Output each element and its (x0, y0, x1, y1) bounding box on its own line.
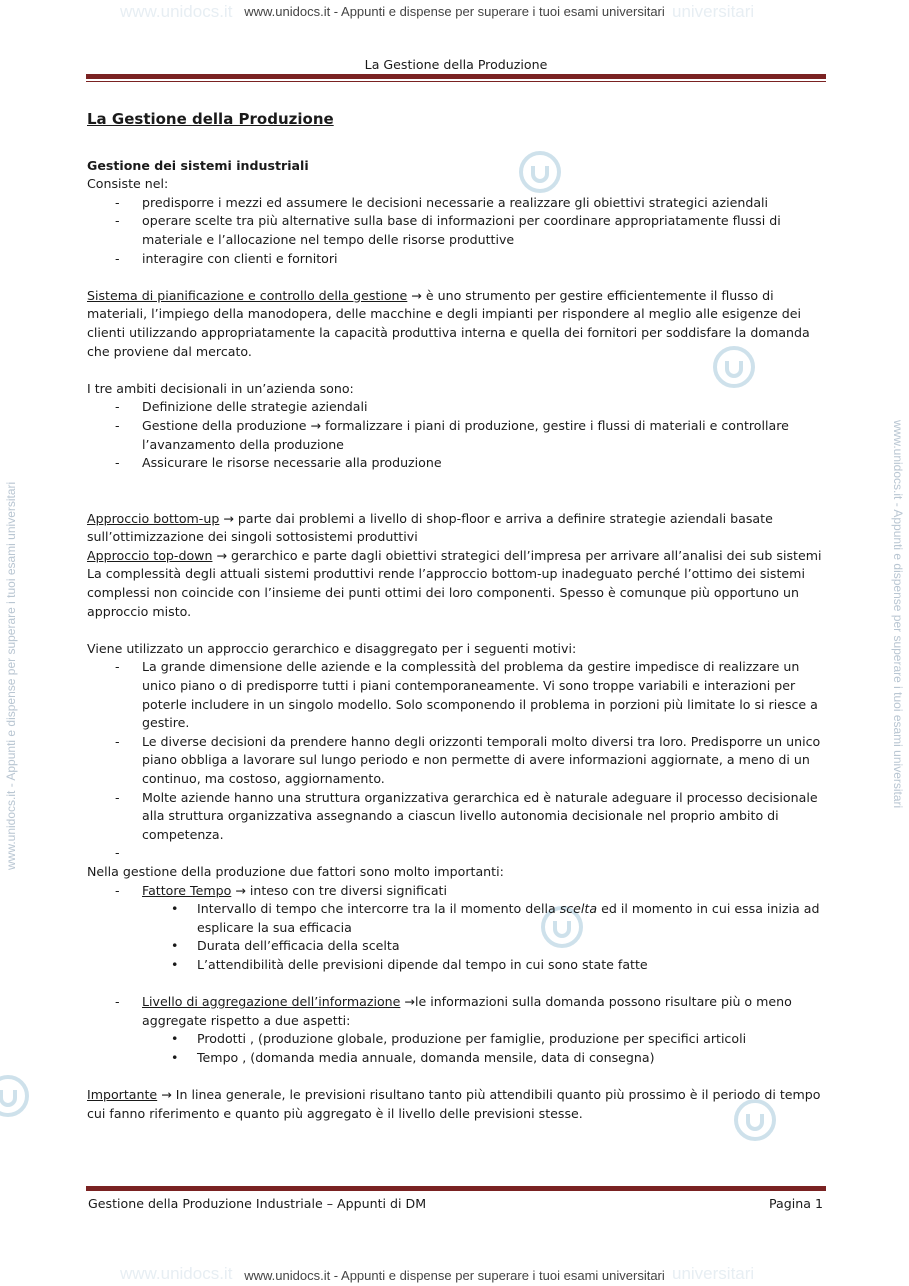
list-item-text: Assicurare le risorse necessarie alla produzione (142, 455, 442, 471)
dash-bullet: - (115, 994, 120, 1010)
arrow-icon: → (157, 1087, 176, 1103)
dash-list (87, 882, 822, 901)
watermark-side-right: www.unidocs.it - Appunti e dispense per superare i tuoi esami universitari (891, 420, 905, 809)
list-item-text: Molte aziende hanno una struttura organizzativa gerarchica ed è naturale adeguare il processo decisionale alla struttura organizzativa assegnando a ciascun livello autonomia decisionale nel proprio ambito di competenza. (142, 789, 818, 842)
watermark-ghost-text: universitari (672, 1264, 755, 1283)
paragraph: Nella gestione della produzione due fattori sono molto importanti: (87, 863, 504, 879)
bullet-dot: • (171, 1049, 179, 1065)
list-item-text: formalizzare i piani di produzione, gestire i flussi di materiali e controllare l’avanzamento della produzione (142, 417, 789, 452)
dash-bullet: - (115, 417, 120, 433)
running-header-title: La Gestione della Produzione (364, 57, 548, 72)
dash-list (87, 658, 822, 863)
unidocs-logo-icon (0, 1074, 30, 1118)
list-item-text: Intervallo di tempo che intercorre tra la il momento della (197, 901, 560, 917)
dash-list (87, 398, 822, 472)
list-item-text: ed il momento in cui essa inizia ad esplicare la sua efficacia (197, 901, 820, 935)
dash-bullet: - (115, 789, 120, 805)
paragraph (87, 547, 822, 566)
watermark-ghost-text: www.unidocs.it (120, 1264, 233, 1283)
list-item (87, 900, 822, 937)
paragraph-text: parte dai problemi a livello di shop-floor e arriva a definire strategie aziendali basate sull’ottimizzazione dei singoli sottosistemi produttivi (87, 510, 773, 545)
bullet-list (87, 900, 822, 974)
arrow-icon: → (212, 547, 231, 563)
watermark-ghost-text: www.unidocs.it (120, 2, 233, 21)
list-item (87, 417, 822, 454)
list-item (87, 454, 822, 473)
dash-bullet: - (115, 213, 120, 229)
dash-bullet: - (115, 194, 120, 210)
watermark-ghost-text: universitari (672, 2, 755, 21)
emphasis: scelta (559, 901, 598, 917)
document-body (87, 110, 822, 1123)
section-heading: Gestione dei sistemi industriali (87, 157, 309, 173)
list-item-text: Definizione delle strategie aziendali (142, 399, 368, 415)
page-footer (88, 1196, 823, 1211)
defined-term: Livello di aggregazione dell’informazione (142, 994, 401, 1010)
defined-term: Importante (87, 1087, 158, 1103)
list-item-text: Tempo , (domanda media annuale, domanda mensile, data di consegna) (197, 1049, 655, 1065)
list-item (87, 194, 822, 213)
list-item (87, 398, 822, 417)
watermark-banner-bottom: www.unidocs.it - Appunti e dispense per superare i tuoi esami universitari (244, 1268, 665, 1283)
list-item-text: Prodotti , (produzione globale, produzione per famiglie, produzione per specifici articoli (197, 1031, 747, 1047)
list-item (87, 882, 822, 901)
list-item-text: Durata dell’efficacia della scelta (197, 938, 400, 954)
footer-rule (86, 1186, 826, 1191)
list-item-text: Le diverse decisioni da prendere hanno degli orizzonti temporali molto diversi tra loro. Predisporre un unico piano obbliga a lavorare sul lungo periodo e non permette di avere informazioni aggiornate, a meno di un continuo, ma costoso, aggiornamento. (142, 733, 821, 786)
dash-bullet: - (115, 845, 120, 861)
bullet-dot: • (171, 938, 179, 954)
footer-document-name: Gestione della Produzione Industriale – Appunti di DM (88, 1196, 427, 1211)
watermark-side-left: www.unidocs.it - Appunti e dispense per superare i tuoi esami universitari (4, 481, 18, 870)
bullet-dot: • (171, 956, 179, 972)
arrow-icon: → (219, 510, 238, 526)
header-rule (86, 74, 826, 79)
bullet-list (87, 1030, 822, 1067)
list-item (87, 250, 822, 269)
defined-term: Approccio top-down (87, 547, 213, 563)
paragraph: I tre ambiti decisionali in un’azienda sono: (87, 380, 354, 396)
list-item-text: Gestione della produzione (142, 417, 311, 433)
list-item-text: predisporre i mezzi ed assumere le decisioni necessarie a realizzare gli obiettivi strategici aziendali (142, 194, 769, 210)
paragraph (87, 287, 822, 361)
arrow-icon: → (231, 882, 250, 898)
paragraph: La complessità degli attuali sistemi produttivi rende l’approccio bottom-up inadeguato perché l’ottimo dei sistemi complessi non coincide con l’insieme dei punti ottimi dei loro componenti. Spesso è comunque più opportuno un approccio misto. (87, 566, 805, 619)
list-item-text: L’attendibilità delle previsioni dipende dal tempo in cui sono state fatte (197, 956, 648, 972)
arrow-icon: → (400, 994, 415, 1010)
defined-term: Sistema di pianificazione e controllo della gestione (87, 287, 408, 303)
list-item-text: operare scelte tra più alternative sulla base di informazioni per coordinare appropriatamente flussi di materiale e l’allocazione nel tempo delle risorse produttive (142, 213, 781, 247)
list-item (87, 993, 822, 1030)
list-item (87, 956, 822, 975)
paragraph-text: In linea generale, le previsioni risultano tanto più attendibili quanto più prossimo è il periodo di tempo cui fanno riferimento e quanto più aggregato è il livello delle previsioni stesse. (87, 1087, 821, 1121)
paragraph (87, 1086, 822, 1123)
list-item (87, 789, 822, 845)
dash-bullet: - (115, 882, 120, 898)
header-rule-thin (86, 81, 826, 82)
paragraph-text: è uno strumento per gestire efficientemente il flusso di materiali, l’impiego della manodopera, delle macchine e degli impianti per rispondere al meglio alle esigenze dei clienti utilizzando appropriatamente la capacità produttiva interna e quella dei fornitori per soddisfare la domanda che proviene dal mercato. (87, 287, 810, 359)
document-title: La Gestione della Produzione (87, 110, 334, 128)
paragraph: Viene utilizzato un approccio gerarchico e disaggregato per i seguenti motivi: (87, 640, 577, 656)
defined-term: Approccio bottom-up (87, 510, 220, 526)
dash-bullet: - (115, 250, 120, 266)
list-item-text: inteso con tre diversi significati (249, 882, 447, 898)
list-item (87, 658, 822, 732)
list-item-text: interagire con clienti e fornitori (142, 250, 338, 266)
dash-bullet: - (115, 733, 120, 749)
list-item (87, 844, 822, 863)
list-item (87, 733, 822, 789)
bullet-dot: • (171, 1031, 179, 1047)
list-item (87, 937, 822, 956)
dash-list (87, 194, 822, 268)
dash-bullet: - (115, 455, 120, 471)
list-item (87, 212, 822, 249)
paragraph (87, 510, 822, 547)
arrow-icon: → (407, 287, 426, 303)
dash-bullet: - (115, 659, 120, 675)
list-item-text: le informazioni sulla domanda possono risultare più o meno aggregate rispetto a due aspetti: (142, 994, 792, 1028)
watermark-banner-top: www.unidocs.it - Appunti e dispense per superare i tuoi esami universitari (244, 4, 665, 19)
dash-list (87, 993, 822, 1030)
paragraph-text: gerarchico e parte dagli obiettivi strategici dell’impresa per arrivare all’analisi dei sub sistemi (231, 547, 822, 563)
list-item (87, 1030, 822, 1049)
bullet-dot: • (171, 901, 179, 917)
paragraph: Consiste nel: (87, 176, 169, 192)
page-number: Pagina 1 (769, 1196, 823, 1211)
dash-bullet: - (115, 399, 120, 415)
defined-term: Fattore Tempo (142, 882, 232, 898)
arrow-icon: → (310, 417, 322, 433)
list-item-text: La grande dimensione delle aziende e la complessità del problema da gestire impedisce di realizzare un unico piano o di predisporre tutti i piani contemporaneamente. Vi sono troppe variabili e interazioni per poterle includere in un singolo modello. Solo scomponendo il problema in porzioni più limitate lo si riesce a gestire. (142, 659, 818, 731)
list-item (87, 1049, 822, 1068)
